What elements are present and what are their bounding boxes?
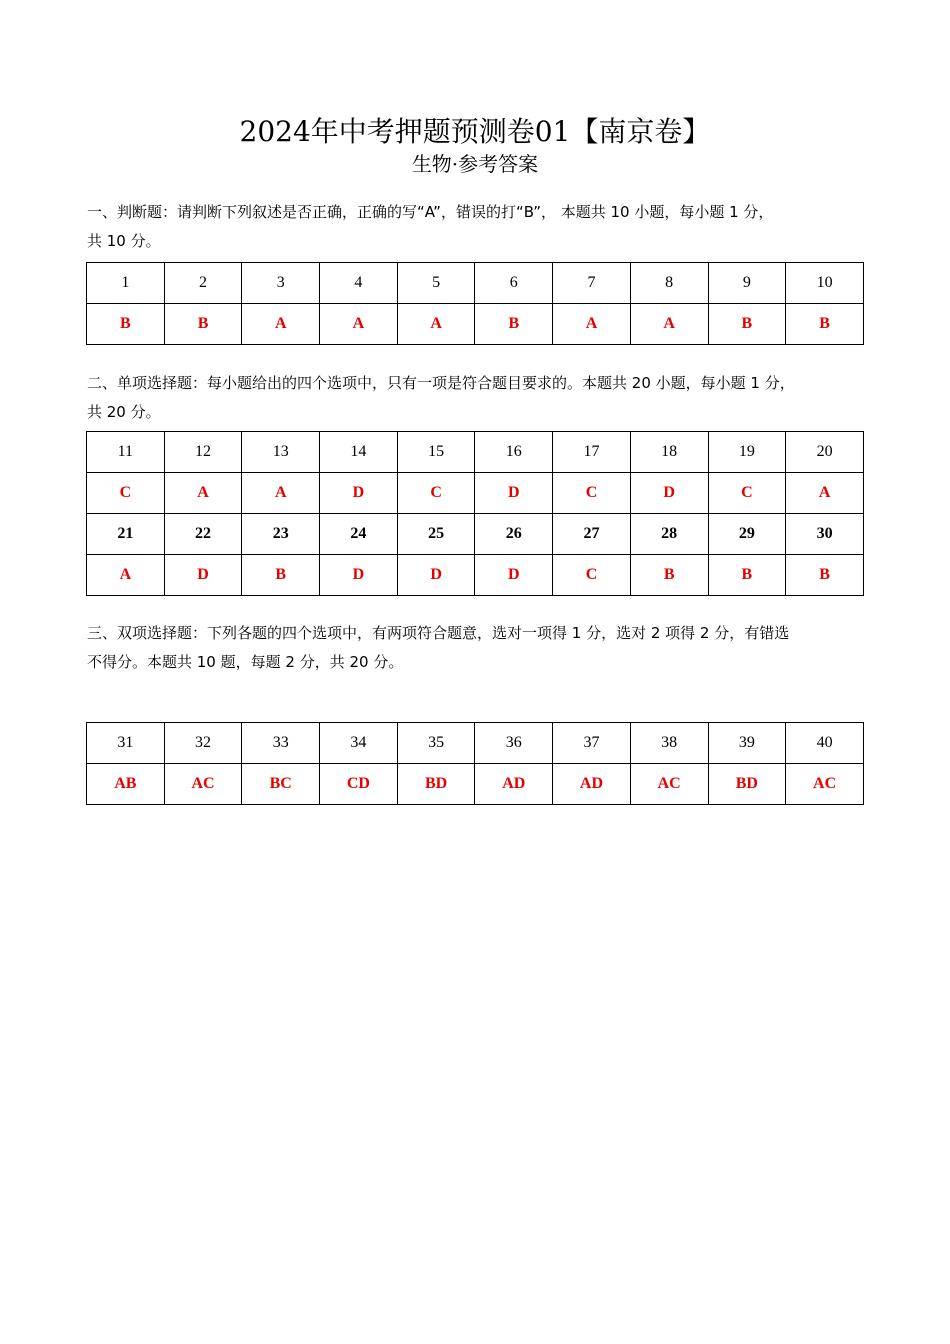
question-number: 27 <box>553 514 631 555</box>
table-row-answers <box>87 555 864 596</box>
question-number: 31 <box>87 723 165 764</box>
answer-cell: C <box>708 473 786 514</box>
question-number: 38 <box>630 723 708 764</box>
answer-cell: AB <box>87 764 165 805</box>
answer-cell: C <box>87 473 165 514</box>
question-number: 32 <box>164 723 242 764</box>
section3-line1: 三、双项选择题：下列各题的四个选项中，有两项符合题意，选对一项得 1 分，选对 2 项得 2 分，有错选 <box>87 624 790 642</box>
question-number: 19 <box>708 432 786 473</box>
answer-cell: B <box>630 555 708 596</box>
table-row-answers <box>87 304 864 345</box>
answer-cell: B <box>786 304 864 345</box>
question-number: 22 <box>164 514 242 555</box>
answer-cell: D <box>320 555 398 596</box>
page-subtitle: 生物·参考答案 <box>411 152 539 176</box>
answer-cell: A <box>242 304 320 345</box>
answer-cell: C <box>553 473 631 514</box>
answer-cell: AC <box>164 764 242 805</box>
question-number: 5 <box>397 263 475 304</box>
section1-answer-table <box>86 262 864 345</box>
question-number: 12 <box>164 432 242 473</box>
question-number: 35 <box>397 723 475 764</box>
question-number: 26 <box>475 514 553 555</box>
answer-cell: B <box>708 555 786 596</box>
question-number: 1 <box>87 263 165 304</box>
answer-cell: AD <box>475 764 553 805</box>
section2-answer-table <box>86 431 864 596</box>
answer-cell: AD <box>553 764 631 805</box>
question-number: 20 <box>786 432 864 473</box>
answer-cell: D <box>630 473 708 514</box>
answer-cell: AC <box>630 764 708 805</box>
question-number: 17 <box>553 432 631 473</box>
question-number: 10 <box>786 263 864 304</box>
section3-instructions <box>87 619 867 677</box>
question-number: 29 <box>708 514 786 555</box>
answer-cell: A <box>164 473 242 514</box>
question-number: 37 <box>553 723 631 764</box>
answer-cell: BD <box>397 764 475 805</box>
answer-cell: C <box>397 473 475 514</box>
question-number: 16 <box>475 432 553 473</box>
answer-cell: B <box>708 304 786 345</box>
question-number: 3 <box>242 263 320 304</box>
question-number: 24 <box>320 514 398 555</box>
answer-cell: CD <box>320 764 398 805</box>
answer-cell: C <box>553 555 631 596</box>
question-number: 18 <box>630 432 708 473</box>
answer-cell: AC <box>786 764 864 805</box>
question-number: 8 <box>630 263 708 304</box>
question-number: 30 <box>786 514 864 555</box>
answer-cell: D <box>320 473 398 514</box>
answer-cell: A <box>87 555 165 596</box>
answer-cell: D <box>397 555 475 596</box>
answer-cell: A <box>397 304 475 345</box>
section2-line1: 二、单项选择题：每小题给出的四个选项中，只有一项是符合题目要求的。本题共 20 小题，每小题 1 分， <box>87 374 795 392</box>
section2-line2: 共 20 分。 <box>87 403 161 421</box>
answer-cell: B <box>87 304 165 345</box>
table-row-numbers <box>87 514 864 555</box>
question-number: 39 <box>708 723 786 764</box>
question-number: 14 <box>320 432 398 473</box>
section1-line2: 共 10 分。 <box>87 232 161 250</box>
question-number: 28 <box>630 514 708 555</box>
question-number: 40 <box>786 723 864 764</box>
answer-cell: A <box>320 304 398 345</box>
question-number: 34 <box>320 723 398 764</box>
section3-answer-table <box>86 722 864 805</box>
question-number: 6 <box>475 263 553 304</box>
answer-cell: A <box>630 304 708 345</box>
question-number: 4 <box>320 263 398 304</box>
question-number: 15 <box>397 432 475 473</box>
answer-cell: D <box>164 555 242 596</box>
table-row-answers <box>87 473 864 514</box>
answer-cell: BC <box>242 764 320 805</box>
question-number: 21 <box>87 514 165 555</box>
question-number: 23 <box>242 514 320 555</box>
question-number: 36 <box>475 723 553 764</box>
page-title: 2024年中考押题预测卷01【南京卷】 <box>239 115 711 148</box>
answer-cell: B <box>164 304 242 345</box>
table-row-answers <box>87 764 864 805</box>
question-number: 2 <box>164 263 242 304</box>
table-row-numbers <box>87 723 864 764</box>
question-number: 9 <box>708 263 786 304</box>
question-number: 25 <box>397 514 475 555</box>
question-number: 11 <box>87 432 165 473</box>
question-number: 33 <box>242 723 320 764</box>
section1-line1: 一、判断题：请判断下列叙述是否正确，正确的写“A”，错误的打“B”， 本题共 10 小题，每小题 1 分， <box>87 203 774 221</box>
question-number: 13 <box>242 432 320 473</box>
section1-instructions <box>87 198 867 256</box>
table-row-numbers <box>87 432 864 473</box>
answer-cell: D <box>475 555 553 596</box>
table-row-numbers <box>87 263 864 304</box>
section3-line2: 不得分。本题共 10 题，每题 2 分，共 20 分。 <box>87 653 404 671</box>
answer-cell: B <box>786 555 864 596</box>
answer-cell: B <box>242 555 320 596</box>
answer-cell: BD <box>708 764 786 805</box>
section2-instructions <box>87 369 867 427</box>
answer-cell: A <box>553 304 631 345</box>
answer-cell: D <box>475 473 553 514</box>
question-number: 7 <box>553 263 631 304</box>
answer-cell: A <box>786 473 864 514</box>
answer-cell: B <box>475 304 553 345</box>
answer-cell: A <box>242 473 320 514</box>
